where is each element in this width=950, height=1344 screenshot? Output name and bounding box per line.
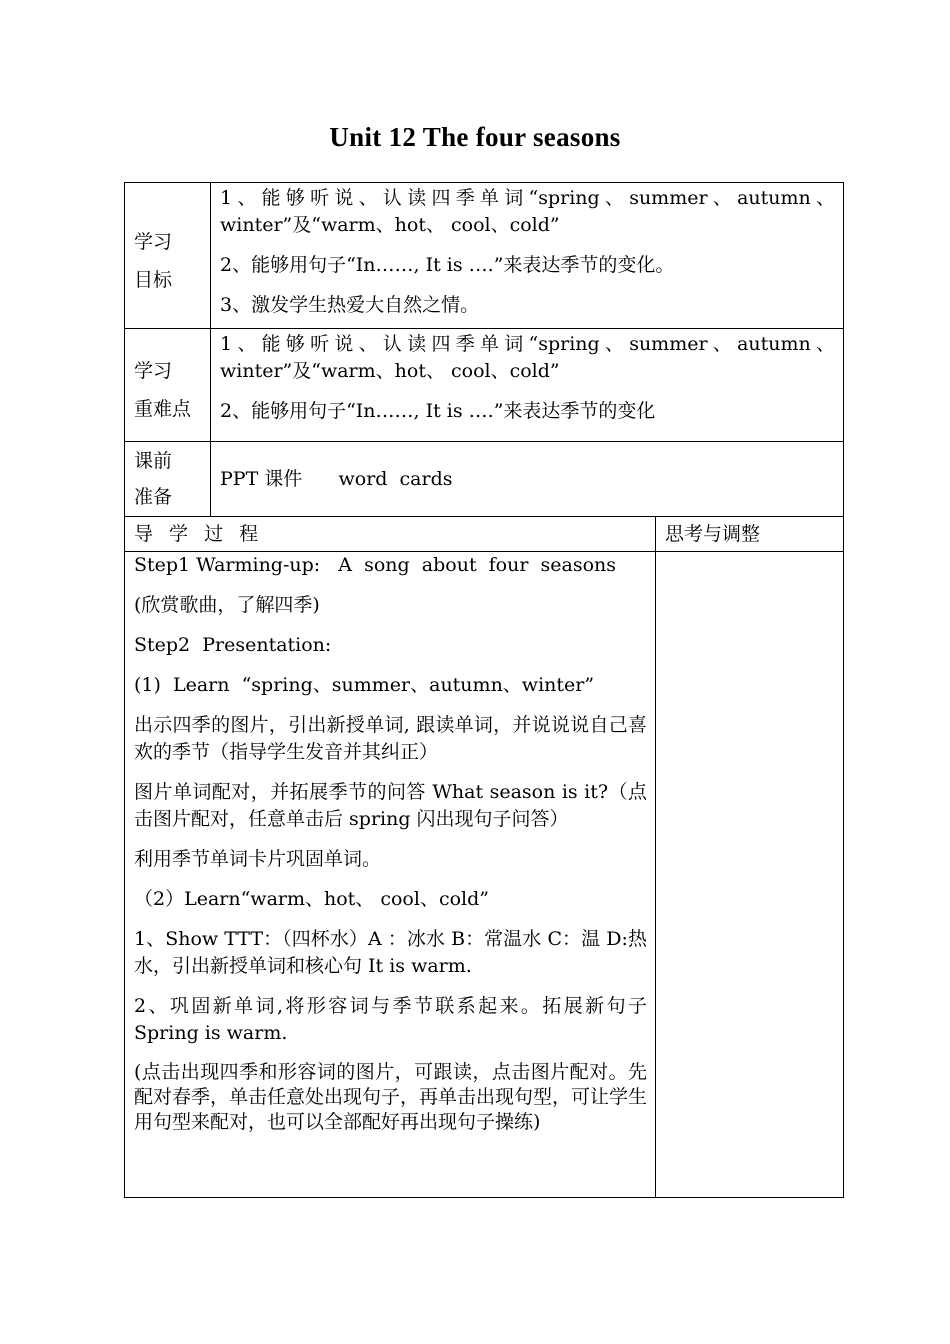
page-title: Unit 12 The four seasons — [329, 122, 621, 152]
key-point-item: 2、能够用句子“In……, It is ….”来表达季节的变化 — [220, 400, 656, 422]
key-points-content — [211, 329, 844, 442]
objectives-label-line-2: 目标 — [134, 268, 173, 291]
preparation-label — [125, 442, 211, 517]
process-step: 利用季节单词卡片巩固单词。 — [134, 848, 382, 870]
key-points-row — [125, 329, 844, 442]
objective-item: 1、能够听说、认读四季单词“spring、summer、autumn、winter”及“warm、hot、 cool、cold” — [220, 187, 836, 236]
process-step: （2）Learn“warm、hot、 cool、cold” — [134, 888, 489, 910]
process-step: 出示四季的图片，引出新授单词, 跟读单词，并说说说自己喜欢的季节（指导学生发音并其纠正） — [134, 714, 647, 763]
process-step: Step2 Presentation: — [134, 634, 332, 656]
process-header: 导 学 过 程 — [125, 517, 656, 552]
objectives-row — [125, 183, 844, 329]
process-step: (1) Learn “spring、summer、autumn、winter” — [134, 674, 595, 696]
process-step: 2、巩固新单词,将形容词与季节联系起来。拓展新句子 Spring is warm. — [134, 995, 647, 1044]
preparation-label-line-2: 准备 — [134, 486, 173, 508]
process-step: Step1 Warming-up: A song about four seasons — [134, 554, 617, 576]
objectives-label — [125, 183, 211, 329]
process-step: 图片单词配对，并拓展季节的问答 What season is it?（点击图片配对，任意单击后 spring 闪出现句子问答） — [134, 781, 647, 830]
objective-item: 2、能够用句子“In……, It is ….”来表达季节的变化。 — [220, 254, 675, 276]
key-points-label-line-1: 学习 — [134, 360, 173, 382]
preparation-content: PPT 课件 word cards — [211, 442, 844, 517]
objectives-content — [211, 183, 844, 329]
section-header-row — [125, 517, 844, 552]
objective-item: 3、激发学生热爱大自然之情。 — [220, 294, 480, 316]
key-point-item: 1、能够听说、认读四季单词“spring、summer、autumn、winter”及“warm、hot、 cool、cold” — [220, 333, 836, 382]
key-points-label-line-2: 重难点 — [134, 398, 192, 420]
process-content — [125, 552, 656, 1198]
process-step: 1、Show TTT：（四杯水）A ：冰水 B：常温水 C：温 D:热水，引出新授单词和核心句 It is warm. — [134, 928, 647, 977]
process-step: (点击出现四季和形容词的图片，可跟读，点击图片配对。先配对春季，单击任意处出现句子，再单击出现句型，可让学生用句型来配对，也可以全部配好再出现句子操练) — [134, 1061, 648, 1133]
reflection-header: 思考与调整 — [656, 517, 844, 552]
lesson-plan-table — [124, 182, 844, 1198]
preparation-label-line-1: 课前 — [134, 450, 173, 472]
process-step: (欣赏歌曲，了解四季) — [134, 594, 320, 616]
objectives-label-line-1: 学习 — [134, 230, 173, 253]
key-points-label — [125, 329, 211, 442]
process-row — [125, 552, 844, 1198]
reflection-notes-area — [656, 552, 844, 1198]
preparation-row — [125, 442, 844, 517]
